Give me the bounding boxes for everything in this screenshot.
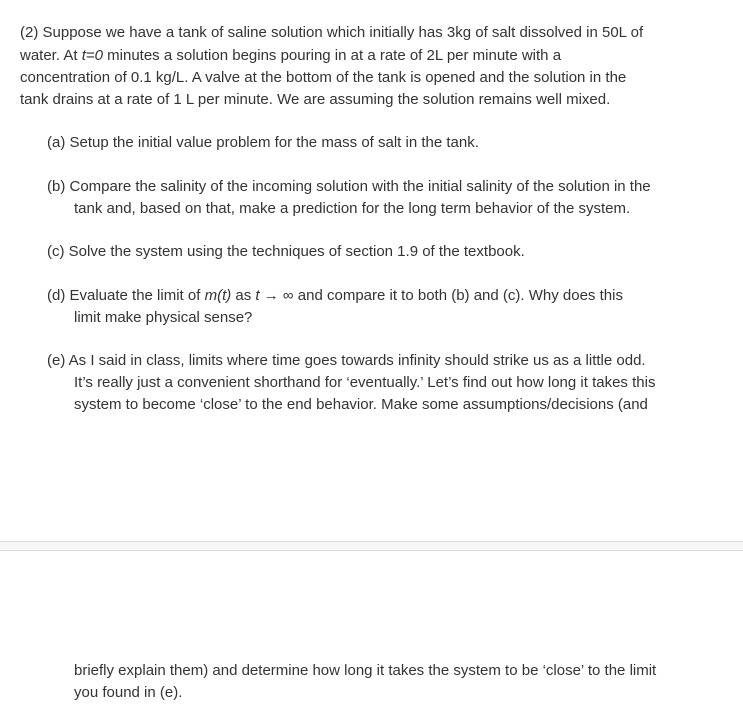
intro-text: water. At [20, 47, 82, 64]
problem-intro-line-2 [20, 45, 561, 66]
part-a: (a) Setup the initial value problem for the mass of salt in the tank. [47, 134, 479, 151]
mass-function: m(t) [204, 287, 232, 304]
time-variable: t=0 [81, 47, 103, 64]
problem-intro-line-1: (2) Suppose we have a tank of saline solution which initially has 3kg of salt dissolved in 50L of [20, 24, 644, 41]
part-e-continued-line-2: you found in (e). [74, 684, 183, 701]
problem-card-bottom [0, 551, 743, 708]
intro-text: minutes a solution begins pouring in at a rate of 2L per minute with a [102, 47, 562, 64]
part-d-line-1 [47, 285, 623, 306]
part-e-line-1: (e) As I said in class, limits where time goes towards infinity should strike us as a little odd. [47, 352, 646, 369]
page-separator [0, 541, 743, 551]
problem-intro-line-3: concentration of 0.1 kg/L. A valve at the bottom of the tank is opened and the solution in the [20, 69, 627, 86]
time-variable: t [255, 287, 260, 304]
problem-intro-line-4: tank drains at a rate of 1 L per minute. We are assuming the solution remains well mixed. [20, 91, 611, 108]
part-e-line-2: It’s really just a convenient shorthand for ‘eventually.’ Let’s find out how long it takes this [74, 374, 656, 391]
part-d-text: → ∞ and compare it to both (b) and (c). Why does this [259, 287, 623, 304]
part-e-continued-line-1: briefly explain them) and determine how long it takes the system to be ‘close’ to the limit [74, 662, 657, 679]
part-b-line-1: (b) Compare the salinity of the incoming solution with the initial salinity of the solution in the [47, 178, 651, 195]
part-b-line-2: tank and, based on that, make a prediction for the long term behavior of the system. [74, 200, 631, 217]
part-c: (c) Solve the system using the techniques of section 1.9 of the textbook. [47, 243, 525, 260]
part-d-line-2: limit make physical sense? [74, 309, 253, 326]
part-e-line-3: system to become ‘close’ to the end behavior. Make some assumptions/decisions (and [74, 396, 648, 413]
part-d-text: (d) Evaluate the limit of [47, 287, 205, 304]
part-d-text: as [231, 287, 256, 304]
